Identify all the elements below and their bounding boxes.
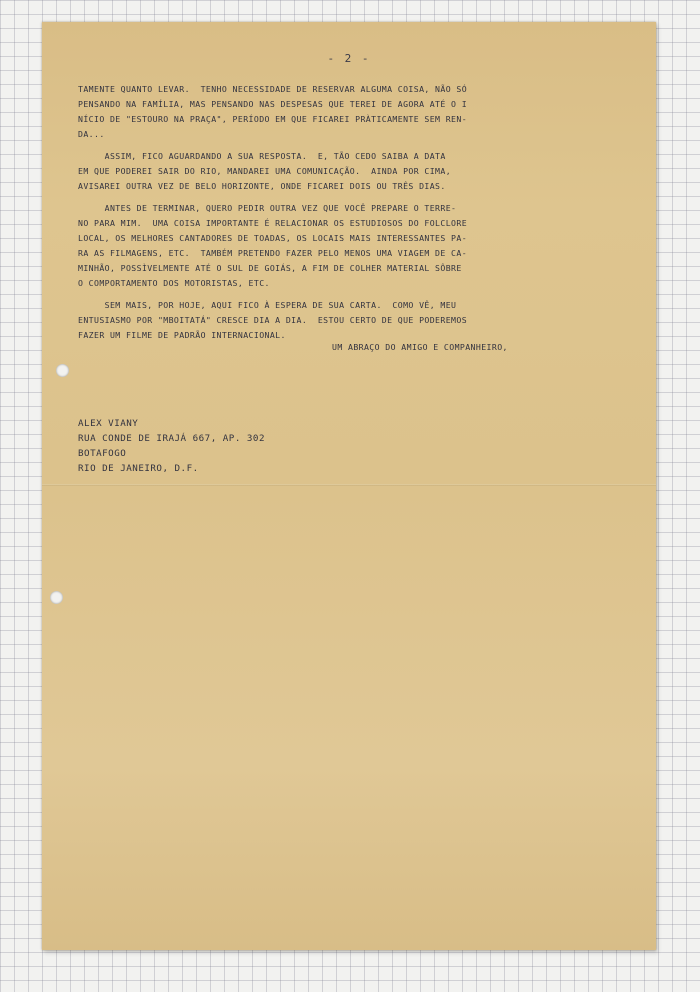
text-line: RA AS FILMAGENS, ETC. TAMBÉM PRETENDO FAZER PELO MENOS UMA VIAGEM DE CA- [78, 248, 468, 258]
text-line: LOCAL, OS MELHORES CANTADORES DE TOADAS, OS LOCAIS MAIS INTERESSANTES PA- [78, 233, 468, 243]
punch-hole [56, 364, 69, 377]
text-line: FAZER UM FILME DE PADRÃO INTERNACIONAL. [78, 330, 286, 340]
sender-street: RUA CONDE DE IRAJÁ 667, AP. 302 [78, 433, 265, 444]
paragraph-4 [78, 298, 618, 343]
text-line: NÍCIO DE "ESTOURO NA PRAÇA", PERÍODO EM QUE FICAREI PRÀTICAMENTE SEM REN- [78, 114, 468, 124]
text-line: ASSIM, FICO AGUARDANDO A SUA RESPOSTA. E, TÃO CEDO SAIBA A DATA [78, 151, 446, 161]
text-line: ANTES DE TERMINAR, QUERO PEDIR OUTRA VEZ QUE VOCÊ PREPARE O TERRE- [78, 203, 457, 213]
paragraph-3 [78, 201, 618, 291]
letter-page [42, 22, 656, 950]
page-number: - 2 - [327, 52, 371, 65]
text-line: ENTUSIASMO POR "MBOITATÁ" CRESCE DIA A DIA. ESTOU CERTO DE QUE PODEREMOS [78, 315, 468, 325]
sender-name: ALEX VIANY [78, 418, 139, 429]
text-line: SEM MAIS, POR HOJE, AQUI FICO À ESPERA DE SUA CARTA. COMO VÊ, MEU [78, 300, 457, 310]
sender-district: BOTAFOGO [78, 448, 127, 459]
paragraph-2 [78, 149, 618, 194]
text-line: NO PARA MIM. UMA COISA IMPORTANTE É RELACIONAR OS ESTUDIOSOS DO FOLCLORE [78, 218, 468, 228]
text-line: O COMPORTAMENTO DOS MOTORISTAS, ETC. [78, 278, 270, 288]
text-line: PENSANDO NA FAMÍLIA, MAS PENSANDO NAS DESPESAS QUE TEREI DE AGORA ATÉ O I [78, 99, 468, 109]
text-line: EM QUE PODEREI SAIR DO RIO, MANDAREI UMA COMUNICAÇÃO. AINDA POR CIMA, [78, 166, 452, 176]
sender-address [78, 416, 265, 476]
text-line: MINHÃO, POSSÌVELMENTE ATÉ O SUL DE GOIÁS, A FIM DE COLHER MATERIAL SÔBRE [78, 263, 462, 273]
closing-line: UM ABRAÇO DO AMIGO E COMPANHEIRO, [332, 342, 508, 352]
paragraph-1 [78, 82, 618, 142]
punch-hole [50, 591, 63, 604]
sender-city: RIO DE JANEIRO, D.F. [78, 463, 199, 474]
text-line: TAMENTE QUANTO LEVAR. TENHO NECESSIDADE DE RESERVAR ALGUMA COISA, NÃO SÓ [78, 84, 468, 94]
letter-body [78, 82, 618, 350]
text-line: DA... [78, 129, 105, 139]
text-line: AVISAREI OUTRA VEZ DE BELO HORIZONTE, ONDE FICAREI DOIS OU TRÊS DIAS. [78, 181, 446, 191]
